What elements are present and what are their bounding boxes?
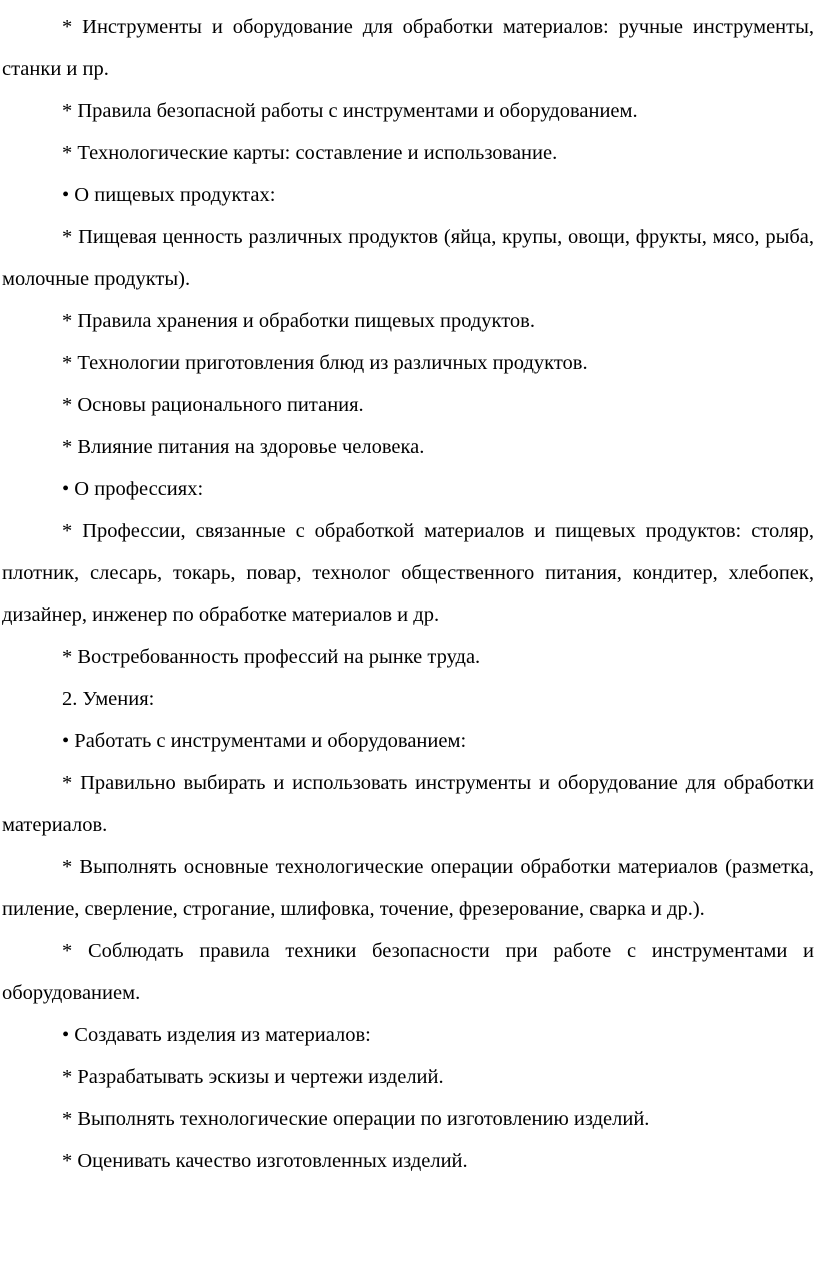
section-heading-skills: 2. Умения:: [62, 688, 155, 710]
section-heading-food: • О пищевых продуктах:: [62, 184, 276, 206]
paragraph-safety-compliance: * Соблюдать правила техники безопасности при работе с инструментами и оборудованием.: [2, 940, 814, 1004]
section-heading-professions: • О профессиях:: [62, 478, 204, 500]
paragraph-food-value: * Пищевая ценность различных продуктов (яйца, крупы, овощи, фрукты, мясо, рыба, молочные продукты).: [2, 226, 814, 290]
paragraph-tech-cards: * Технологические карты: составление и использование.: [62, 142, 558, 164]
section-heading-work-tools: • Работать с инструментами и оборудованием:: [62, 730, 467, 752]
paragraph-nutrition-health: * Влияние питания на здоровье человека.: [62, 436, 425, 458]
paragraph-manufacturing-ops: * Выполнять технологические операции по изготовлению изделий.: [62, 1108, 650, 1130]
paragraph-choose-tools: * Правильно выбирать и использовать инструменты и оборудование для обработки материалов.: [2, 772, 814, 836]
paragraph-tools-equipment: * Инструменты и оборудование для обработки материалов: ручные инструменты, станки и пр.: [2, 16, 814, 80]
paragraph-professions-demand: * Востребованность профессий на рынке труда.: [62, 646, 481, 668]
paragraph-nutrition-basics: * Основы рационального питания.: [62, 394, 364, 416]
paragraph-sketches: * Разрабатывать эскизы и чертежи изделий.: [62, 1066, 444, 1088]
paragraph-professions-list: * Профессии, связанные с обработкой материалов и пищевых продуктов: столяр, плотник, слесарь, токарь, повар, технолог общественного питания, кондитер, хлебопек, дизайнер, инженер по обработке материалов и др.: [2, 520, 814, 626]
paragraph-food-storage: * Правила хранения и обработки пищевых продуктов.: [62, 310, 535, 332]
paragraph-safety-rules: * Правила безопасной работы с инструментами и оборудованием.: [62, 100, 638, 122]
paragraph-tech-operations: * Выполнять основные технологические операции обработки материалов (разметка, пиление, сверление, строгание, шлифовка, точение, фрезерование, сварка и др.).: [2, 856, 814, 920]
paragraph-cooking-tech: * Технологии приготовления блюд из различных продуктов.: [62, 352, 588, 374]
section-heading-create-products: • Создавать изделия из материалов:: [62, 1024, 371, 1046]
paragraph-quality-assessment: * Оценивать качество изготовленных изделий.: [62, 1150, 468, 1172]
